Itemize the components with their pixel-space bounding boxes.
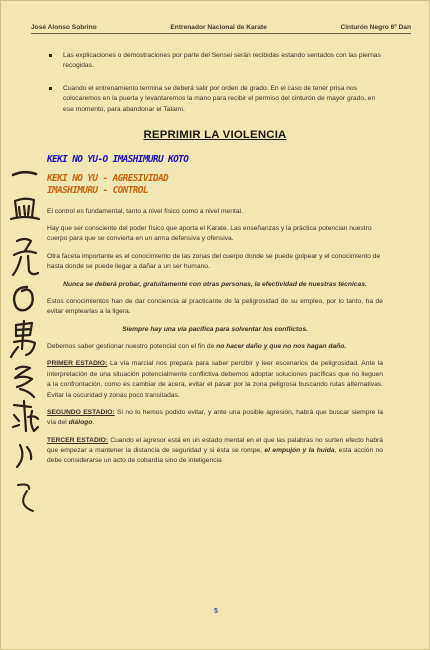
- quote-via-pacifica: Siempre hay una vía pacífica para solventar los conflictos.: [122, 325, 308, 333]
- subtitle-control: IMASHIMURU - CONTROL: [47, 184, 148, 196]
- paragraph-potencial-emphasis: no hacer daño y que no nos hagan daño.: [216, 343, 347, 350]
- header-role: Entrenador Nacional de Karate: [170, 24, 267, 31]
- segundo-estadio-emphasis: diálogo: [68, 419, 93, 427]
- segundo-estadio-text: Si no lo hemos podido evitar, y ante una posible agresión, habrá que buscar siempre la vía del: [47, 408, 383, 427]
- quote-probar: Nunca se deberá probar, gratuitamente con otras personas, la efectividad de nuestras técnicas.: [63, 280, 367, 288]
- tercer-estadio-text: Cuando el agresor está en un estado mental en el que las palabras no surten efecto habrá que empezar a mantener la distancia de seguridad y si ésta se rompe,: [47, 436, 383, 454]
- primer-estadio-label: PRIMER ESTADIO:: [47, 360, 108, 368]
- paragraph-poder-fisico: Hay que ser consciente del poder físico que aporta el Karate. Las enseñanzas y la práctica potencian nuestro cuerpo para que se convierta en un arma defensiva y ofensiva.: [47, 225, 372, 243]
- page-content: [47, 51, 383, 474]
- paragraph-potencial: [47, 342, 383, 352]
- paragraph-control: El control es fundamental, tanto a nivel físico como a nivel mental.: [47, 207, 243, 215]
- subtitle-japanese: KEKI NO YU-O IMASHIMURU KOTO: [47, 153, 189, 165]
- bullet-text: Cuando el entrenamiento termina se deberá salir por orden de grado. En el caso de tener prisa nos colocaremos en la puerta y levantaremos la mano para recibir el permiso del cinturón de mayor grado, en ese momento, para abandonar el Tatami.: [63, 84, 376, 113]
- header-author: José Alonso Sobrino: [31, 24, 97, 31]
- paragraph-primer-estadio: [47, 359, 383, 401]
- paragraph-potencial-text: Debemos saber gestionar nuestro potencial con el fin de: [47, 343, 217, 350]
- header-rank: Cinturón Negro 6º Dan: [340, 24, 411, 31]
- primer-estadio-text: La vía marcial nos prepara para saber percibir y leer escenarios de peligrosidad. Ante la interpretación de una situación potencialmente conflictiva debemos adoptar soluciones pacíficas que no lleguen a la confrontación, como es cambiar de acera, evitar el pasar por la zona peligrosa buscando rutas alternativas. Evitar la oscuridad y zonas poco transitadas.: [47, 360, 383, 399]
- tercer-estadio-label: TERCER ESTADIO:: [47, 436, 109, 444]
- calligraphy-image: [5, 159, 43, 629]
- bullet-icon: [49, 54, 52, 57]
- page-header: [31, 5, 411, 34]
- paragraph-peligrosidad: Estos conocimientos han de dar conciencia al practicante de la peligrosidad de su empleo, por lo tanto, ha de evitar emplearlas a la ligera.: [47, 297, 383, 316]
- paragraph-zonas-cuerpo: Otra faceta importante es el conocimiento de las zonas del cuerpo donde se puede golpear y el conocimiento de hasta donde se puede llegar a dañar a un ser humano.: [47, 252, 381, 271]
- bullet-text: Las explicaciones o demostraciones por parte del Sensei serán recibidas estando sentados con las piernas recogidas.: [63, 52, 381, 70]
- tercer-estadio-end: , esta acción no debe considerarse un acto de cobardía sino de inteligencia: [47, 447, 383, 465]
- bullet-item: [47, 84, 383, 115]
- bullet-icon: [49, 87, 52, 90]
- paragraph-tercer-estadio: [47, 436, 383, 467]
- subtitle-agresividad: KEKI NO YU - AGRESIVIDAD: [47, 173, 169, 185]
- page-number: 5: [214, 608, 218, 615]
- tercer-estadio-emphasis: el empujón y la huida: [264, 447, 335, 454]
- segundo-estadio-end: .: [92, 419, 95, 427]
- bullet-item: [47, 51, 383, 72]
- paragraph-segundo-estadio: [47, 408, 383, 429]
- section-title: REPRIMIR LA VIOLENCIA: [143, 128, 287, 141]
- segundo-estadio-label: SEGUNDO ESTADIO:: [47, 408, 115, 416]
